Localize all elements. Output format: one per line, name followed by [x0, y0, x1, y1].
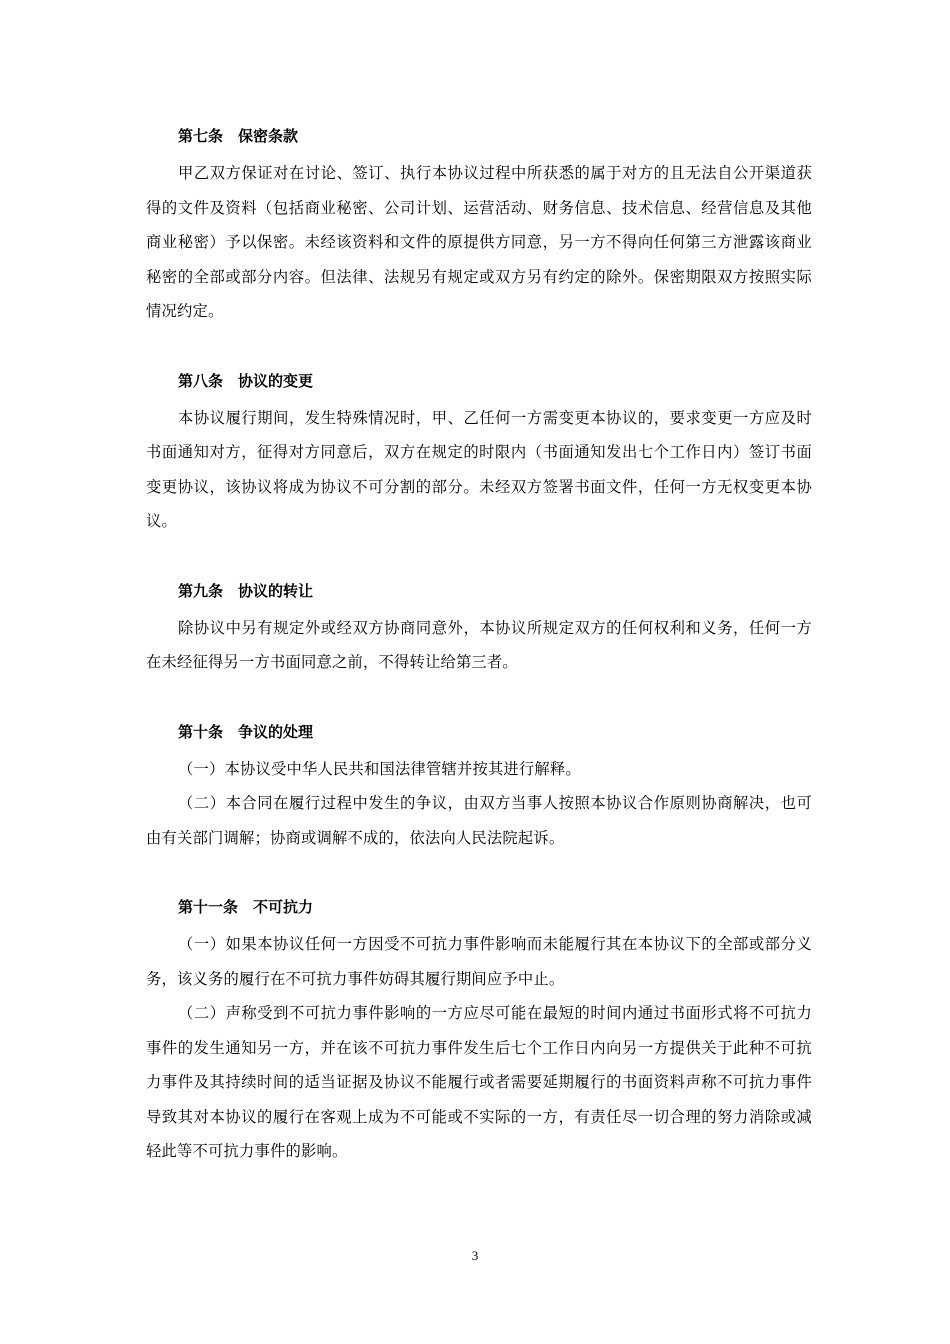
article-7 — [146, 124, 812, 329]
article-11 — [146, 895, 812, 1169]
article-paragraph: 除协议中另有规定外或经双方协商同意外，本协议所规定双方的任何权利和义务，任何一方在未经征得另一方书面同意之前，不得转让给第三者。 — [146, 618, 812, 671]
article-10 — [146, 720, 812, 856]
article-paragraph: （二）声称受到不可抗力事件影响的一方应尽可能在最短的时间内通过书面形式将不可抗力事件的发生通知另一方，并在该不可抗力事件发生后七个工作日内向另一方提供关于此种不可抗力事件及其持续时间的适当证据及协议不能履行或者需要延期履行的书面资料声称不可抗力事件导致其对本协议的履行在客观上成为不可能或不实际的一方，有责任尽一切合理的努力消除或减轻此等不可抗力事件的影响。 — [146, 1004, 812, 1160]
article-heading: 第七条 保密条款 — [178, 127, 299, 145]
article-paragraph: （二）本合同在履行过程中发生的争议，由双方当事人按照本协议合作原则协商解决，也可由有关部门调解；协商或调解不成的，依法向人民法院起诉。 — [146, 794, 812, 847]
article-paragraph: 甲乙双方保证对在讨论、签订、执行本协议过程中所获悉的属于对方的且无法自公开渠道获得的文件及资料（包括商业秘密、公司计划、运营活动、财务信息、技术信息、经营信息及其他商业秘密）予以保密。未经该资料和文件的原提供方同意，另一方不得向任何第三方泄露该商业秘密的全部或部分内容。但法律、法规另有规定或双方另有约定的除外。保密期限双方按照实际情况约定。 — [146, 164, 812, 320]
article-paragraph: （一）如果本协议任何一方因受不可抗力事件影响而未能履行其在本协议下的全部或部分义务，该义务的履行在不可抗力事件妨碍其履行期间应予中止。 — [146, 935, 812, 988]
article-8 — [146, 369, 812, 539]
page-number: 3 — [471, 1248, 479, 1263]
article-heading: 第十一条 不可抗力 — [178, 898, 314, 916]
article-heading: 第九条 协议的转让 — [178, 581, 314, 600]
article-heading: 第十条 争议的处理 — [178, 722, 314, 741]
article-paragraph: 本协议履行期间，发生特殊情况时，甲、乙任何一方需变更本协议的，要求变更一方应及时书面通知对方，征得对方同意后，双方在规定的时限内（书面通知发出七个工作日内）签订书面变更协议，该协议将成为协议不可分割的部分。未经双方签署书面文件，任何一方无权变更本协议。 — [146, 408, 812, 530]
document-body — [146, 124, 812, 1209]
article-paragraph: （一）本协议受中华人民共和国法律管辖并按其进行解释。 — [178, 759, 581, 778]
article-heading: 第八条 协议的变更 — [178, 371, 314, 390]
article-9 — [146, 579, 812, 680]
